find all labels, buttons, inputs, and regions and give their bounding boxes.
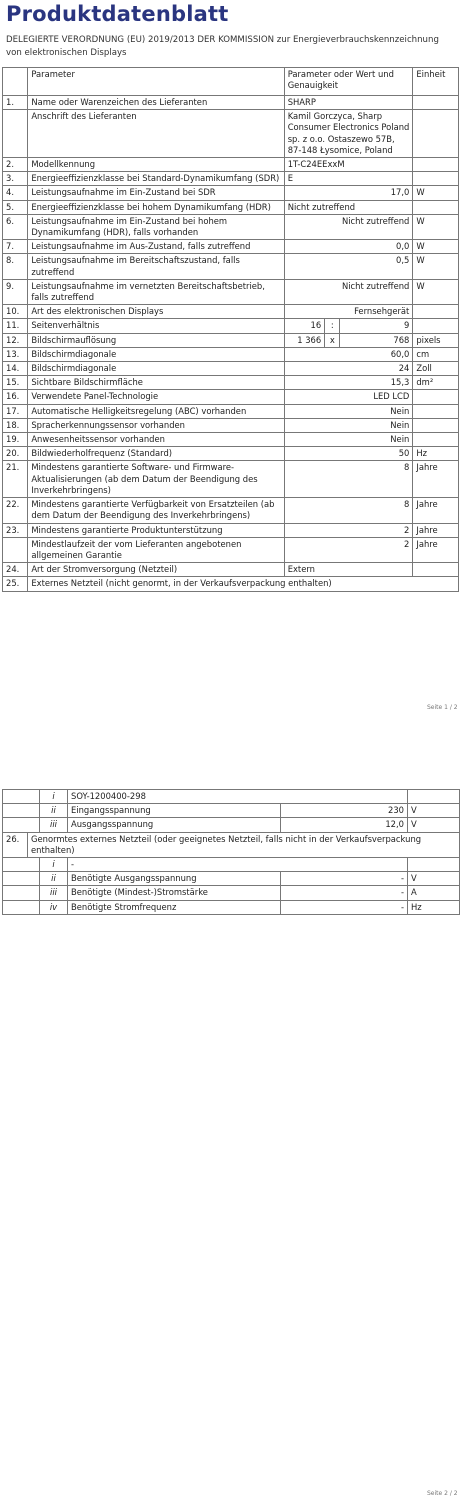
table-row (3, 390, 459, 404)
row-number: 10. (3, 305, 28, 319)
row-value: 2 (284, 523, 413, 537)
row-value: 8 (284, 498, 413, 523)
row-value: Nicht zutreffend (284, 214, 413, 239)
row-parameter: Benötigte Ausgangsspannung (68, 872, 281, 886)
row-unit (413, 319, 459, 333)
table-row (3, 305, 459, 319)
row-spacer (28, 804, 40, 818)
row-parameter: Leistungsaufnahme im vernetzten Bereitschaftsbetrieb, falls zutreffend (28, 279, 284, 304)
row-unit: W (413, 254, 459, 279)
row-number: 6. (3, 214, 28, 239)
row-number (3, 858, 28, 872)
table-header-row (3, 68, 459, 96)
row-number: 5. (3, 200, 28, 214)
row-unit (413, 433, 459, 447)
table-row (3, 172, 459, 186)
row-number (3, 804, 28, 818)
row-spacer (28, 790, 40, 804)
row-parameter: Automatische Helligkeitsregelung (ABC) vorhanden (28, 404, 284, 418)
row-value: 1T-C24EExxM (284, 158, 413, 172)
row-parameter: Bildschirmauflösung (28, 333, 284, 347)
row-number: 11. (3, 319, 28, 333)
row-parameter: Bildschirmdiagonale (28, 347, 284, 361)
row-number: 1. (3, 96, 28, 110)
row-unit: Zoll (413, 362, 459, 376)
row-unit (408, 858, 460, 872)
row-number: 19. (3, 433, 28, 447)
row-value-a: 16 (284, 319, 325, 333)
row-parameter: Anschrift des Lieferanten (28, 110, 284, 158)
row-spacer (28, 872, 40, 886)
row-number (3, 886, 28, 900)
regulation-subtitle: DELEGIERTE VERORDNUNG (EU) 2019/2013 DER KOMMISSION zur Energieverbrauchskennzeichnung von elektronischen Displays (6, 35, 439, 58)
row-parameter: Seitenverhältnis (28, 319, 284, 333)
row-value: Nein (284, 418, 413, 432)
row-number (3, 818, 28, 832)
row-unit (408, 790, 460, 804)
row-number: 13. (3, 347, 28, 361)
row-value: SHARP (284, 96, 413, 110)
row-unit: W (413, 186, 459, 200)
table-row (3, 447, 459, 461)
row-value-b: 9 (340, 319, 413, 333)
row-value-separator: : (325, 319, 340, 333)
row-value: 230 (281, 804, 408, 818)
row-value: - (281, 886, 408, 900)
row-value: - (281, 872, 408, 886)
page-number: Seite 1 / 2 (427, 704, 458, 711)
row-parameter: Art des elektronischen Displays (28, 305, 284, 319)
row-sub-index: ii (40, 872, 68, 886)
row-value: 8 (284, 461, 413, 498)
row-unit: Jahre (413, 498, 459, 523)
row-sub-index: ii (40, 804, 68, 818)
table-row (3, 577, 459, 591)
table-row (3, 319, 459, 333)
row-value: Nicht zutreffend (284, 200, 413, 214)
row-number (3, 900, 28, 914)
row-number: 4. (3, 186, 28, 200)
row-spacer (28, 900, 40, 914)
row-number: 20. (3, 447, 28, 461)
row-sub-index: iii (40, 886, 68, 900)
row-sub-index: iii (40, 818, 68, 832)
table-row (3, 362, 459, 376)
table-row (3, 461, 459, 498)
table-row (3, 240, 459, 254)
row-number: 12. (3, 333, 28, 347)
table-row (3, 858, 460, 872)
row-number: 25. (3, 577, 28, 591)
row-value: 0,0 (284, 240, 413, 254)
row-value: 2 (284, 537, 413, 562)
row-value: Fernsehgerät (284, 305, 413, 319)
row-parameter: Spracherkennungssensor vorhanden (28, 418, 284, 432)
row-parameter: Leistungsaufnahme im Aus-Zustand, falls zutreffend (28, 240, 284, 254)
row-value: 17,0 (284, 186, 413, 200)
row-parameter: Eingangsspannung (68, 804, 281, 818)
header-unit: Einheit (413, 68, 459, 96)
table-row (3, 886, 460, 900)
row-number: 21. (3, 461, 28, 498)
row-number: 22. (3, 498, 28, 523)
row-parameter: Benötigte (Mindest-)Stromstärke (68, 886, 281, 900)
row-value-separator: x (325, 333, 340, 347)
row-parameter: Leistungsaufnahme im Ein-Zustand bei hohem Dynamikumfang (HDR), falls vorhanden (28, 214, 284, 239)
table-row (3, 900, 460, 914)
table-row (3, 872, 460, 886)
row-parameter: Benötigte Stromfrequenz (68, 900, 281, 914)
table-row (3, 376, 459, 390)
row-unit: W (413, 214, 459, 239)
row-number (3, 110, 28, 158)
row-unit (413, 110, 459, 158)
table-row (3, 523, 459, 537)
table-row (3, 158, 459, 172)
row-unit: A (408, 886, 460, 900)
row-unit: V (408, 804, 460, 818)
row-unit: V (408, 872, 460, 886)
row-number: 8. (3, 254, 28, 279)
row-unit: Jahre (413, 523, 459, 537)
row-sub-index: i (40, 790, 68, 804)
row-number: 16. (3, 390, 28, 404)
table-row (3, 563, 459, 577)
row-parameter: Verwendete Panel-Technologie (28, 390, 284, 404)
row-number: 17. (3, 404, 28, 418)
row-value: 0,5 (284, 254, 413, 279)
page-title: Produktdatenblatt (6, 2, 229, 26)
row-parameter: Name oder Warenzeichen des Lieferanten (28, 96, 284, 110)
row-number: 26. (3, 832, 28, 857)
row-parameter: Mindestens garantierte Software- und Firmware-Aktualisierungen (ab dem Datum der Beendigung des Inverkehrbringens) (28, 461, 284, 498)
row-value-a: 1 366 (284, 333, 325, 347)
row-parameter: Mindestlaufzeit der vom Lieferanten angebotenen allgemeinen Garantie (28, 537, 284, 562)
page-number: Seite 2 / 2 (427, 1490, 458, 1497)
row-number (3, 872, 28, 886)
header-num (3, 68, 28, 96)
row-spacer (28, 818, 40, 832)
table-row (3, 537, 459, 562)
row-parameter: Sichtbare Bildschirmfläche (28, 376, 284, 390)
row-number: 15. (3, 376, 28, 390)
row-number: 24. (3, 563, 28, 577)
row-unit (413, 96, 459, 110)
row-unit: W (413, 279, 459, 304)
row-value: 15,3 (284, 376, 413, 390)
row-value: 50 (284, 447, 413, 461)
row-parameter: Externes Netzteil (nicht genormt, in der Verkaufsverpackung enthalten) (28, 577, 459, 591)
row-number: 2. (3, 158, 28, 172)
table-row (3, 96, 459, 110)
datasheet-table-page2 (2, 789, 460, 915)
row-value: LED LCD (284, 390, 413, 404)
row-unit (413, 158, 459, 172)
row-number: 7. (3, 240, 28, 254)
row-unit: Hz (408, 900, 460, 914)
row-unit: W (413, 240, 459, 254)
row-parameter: Energieeffizienzklasse bei hohem Dynamikumfang (HDR) (28, 200, 284, 214)
row-unit (413, 200, 459, 214)
row-unit: Jahre (413, 537, 459, 562)
row-parameter: Art der Stromversorgung (Netzteil) (28, 563, 284, 577)
row-value: Nicht zutreffend (284, 279, 413, 304)
row-value-b: 768 (340, 333, 413, 347)
table-row (3, 498, 459, 523)
table-row (3, 254, 459, 279)
row-parameter: Leistungsaufnahme im Ein-Zustand bei SDR (28, 186, 284, 200)
row-value: - (281, 900, 408, 914)
row-unit: Hz (413, 447, 459, 461)
row-number (3, 790, 28, 804)
table-row (3, 418, 459, 432)
row-unit (413, 563, 459, 577)
table-row (3, 186, 459, 200)
table-row (3, 200, 459, 214)
row-parameter: SOY-1200400-298 (68, 790, 408, 804)
table-row (3, 279, 459, 304)
table-row (3, 347, 459, 361)
row-number: 18. (3, 418, 28, 432)
row-unit (413, 305, 459, 319)
table-row (3, 832, 460, 857)
header-parameter: Parameter (28, 68, 284, 96)
row-parameter: Leistungsaufnahme im Bereitschaftszustand, falls zutreffend (28, 254, 284, 279)
row-parameter: Energieeffizienzklasse bei Standard-Dynamikumfang (SDR) (28, 172, 284, 186)
row-value: 24 (284, 362, 413, 376)
table-row (3, 404, 459, 418)
row-unit (413, 404, 459, 418)
row-value: Nein (284, 404, 413, 418)
row-number: 14. (3, 362, 28, 376)
table-row (3, 790, 460, 804)
row-spacer (28, 886, 40, 900)
row-value: 60,0 (284, 347, 413, 361)
row-unit: V (408, 818, 460, 832)
table-row (3, 110, 459, 158)
row-parameter: Mindestens garantierte Produktunterstützung (28, 523, 284, 537)
table-row (3, 818, 460, 832)
row-number (3, 537, 28, 562)
row-number: 3. (3, 172, 28, 186)
row-unit (413, 390, 459, 404)
table-row (3, 433, 459, 447)
table-row (3, 804, 460, 818)
row-spacer (28, 858, 40, 872)
row-parameter: Anwesenheitssensor vorhanden (28, 433, 284, 447)
row-value: Nein (284, 433, 413, 447)
row-unit (413, 418, 459, 432)
row-parameter: Bildschirmdiagonale (28, 362, 284, 376)
row-value: Kamil Gorczyca, Sharp Consumer Electronics Poland sp. z o.o. Ostaszewo 57B, 87-148 Łysomice, Poland (284, 110, 413, 158)
row-parameter: Genormtes externes Netzteil (oder geeignetes Netzteil, falls nicht in der Verkaufsverpackung enthalten) (28, 832, 460, 857)
row-parameter: - (68, 858, 408, 872)
row-value: E (284, 172, 413, 186)
row-unit (413, 172, 459, 186)
row-unit: pixels (413, 333, 459, 347)
row-sub-index: i (40, 858, 68, 872)
row-value: Extern (284, 563, 413, 577)
row-number: 9. (3, 279, 28, 304)
table-row (3, 214, 459, 239)
row-parameter: Modellkennung (28, 158, 284, 172)
row-parameter: Ausgangsspannung (68, 818, 281, 832)
row-number: 23. (3, 523, 28, 537)
row-unit: Jahre (413, 461, 459, 498)
row-value: 12,0 (281, 818, 408, 832)
row-sub-index: iv (40, 900, 68, 914)
table-row (3, 333, 459, 347)
row-unit: dm² (413, 376, 459, 390)
row-unit: cm (413, 347, 459, 361)
row-parameter: Bildwiederholfrequenz (Standard) (28, 447, 284, 461)
header-value: Parameter oder Wert und Genauigkeit (284, 68, 413, 96)
datasheet-table-page1 (2, 67, 459, 592)
row-parameter: Mindestens garantierte Verfügbarkeit von Ersatzteilen (ab dem Datum der Beendigung des Inverkehrbringens) (28, 498, 284, 523)
